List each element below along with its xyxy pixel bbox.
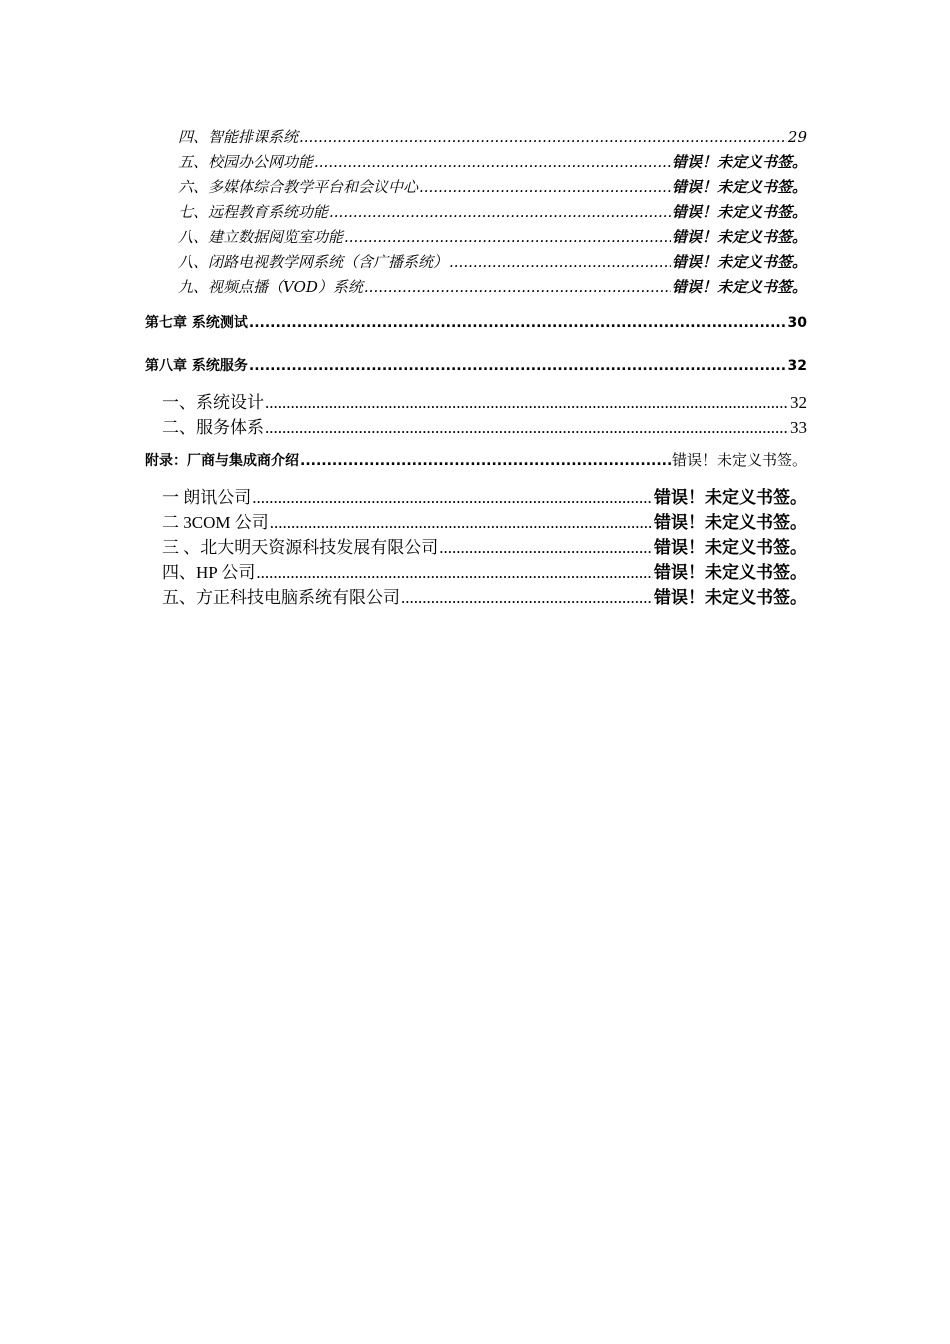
toc-entry[interactable] (178, 201, 807, 222)
dot-leader (439, 538, 653, 557)
dot-leader (401, 588, 653, 607)
toc-entry[interactable] (162, 508, 807, 533)
toc-entry-page: 错误！未定义书签。 (654, 488, 807, 508)
toc-appendix-entry[interactable] (145, 449, 807, 470)
toc-entry-title: 九、视频点播（VOD）系统 (178, 278, 363, 296)
toc-entry-page: 错误！未定义书签。 (671, 178, 807, 196)
toc-entry-page: 29 (787, 128, 807, 146)
toc-entry-page: 错误！未定义书签。 (654, 538, 807, 558)
toc-entry-title: 二 3COM 公司 (162, 513, 269, 532)
toc-entry-page: 错误！未定义书签。 (654, 513, 807, 533)
dot-leader (252, 488, 653, 507)
dot-leader (329, 203, 671, 220)
dot-leader (270, 513, 653, 532)
toc-entry-page: 错误！未定义书签。 (671, 253, 807, 271)
toc-entry-page: 错误！未定义书签。 (671, 278, 807, 296)
toc-entry-title: 八、闭路电视教学网系统（含广播系统） (178, 253, 449, 271)
toc-entry-page: 32 (790, 393, 807, 412)
toc-entry-title: 五、校园办公网功能 (178, 153, 314, 171)
toc-entry-title: 四、智能排课系统 (178, 128, 299, 146)
toc-entry-title: 五、方正科技电脑系统有限公司 (162, 588, 400, 607)
dot-leader (249, 315, 787, 330)
toc-entry[interactable] (178, 151, 807, 172)
dot-leader (419, 178, 671, 195)
toc-entry-page: 错误！未定义书签。 (671, 228, 807, 246)
toc-appendix-page: 错误！未定义书签。 (671, 451, 807, 469)
dot-leader (344, 228, 671, 245)
toc-entry-title: 四、HP 公司 (162, 563, 256, 582)
toc-entry[interactable] (162, 483, 807, 508)
toc-entry[interactable] (162, 413, 807, 438)
dot-leader (256, 563, 653, 582)
dot-leader (299, 128, 787, 145)
toc-entry-page: 错误！未定义书签。 (671, 153, 807, 171)
toc-entry[interactable] (178, 176, 807, 197)
dot-leader (249, 358, 787, 373)
toc-entry[interactable] (162, 558, 807, 583)
toc-entry-page: 错误！未定义书签。 (654, 563, 807, 583)
toc-entry[interactable] (162, 583, 807, 608)
toc-entry-page: 错误！未定义书签。 (671, 203, 807, 221)
toc-chapter-page: 32 (787, 358, 807, 374)
toc-entry-page: 错误！未定义书签。 (654, 588, 807, 608)
toc-entry[interactable] (178, 126, 807, 147)
dot-leader (265, 418, 789, 437)
dot-leader (314, 153, 671, 170)
toc-entry-page: 33 (790, 418, 807, 437)
toc-entry[interactable] (162, 388, 807, 413)
toc-appendix-title: 附录：厂商与集成商介绍 (145, 453, 299, 469)
toc-chapter-title: 第七章 系统测试 (145, 315, 248, 331)
toc-chapter-entry[interactable] (145, 312, 807, 332)
toc-entry[interactable] (178, 276, 807, 297)
toc-entry[interactable] (162, 533, 807, 558)
toc-chapter-entry[interactable] (145, 355, 807, 375)
toc-chapter-page: 30 (787, 315, 807, 331)
toc-entry-title: 一、系统设计 (162, 393, 264, 412)
toc-entry[interactable] (178, 226, 807, 247)
toc-entry-title: 八、建立数据阅览室功能 (178, 228, 344, 246)
dot-leader (300, 453, 671, 468)
toc-entry[interactable] (178, 251, 807, 272)
toc-entry-title: 六、多媒体综合教学平台和会议中心 (178, 178, 419, 196)
toc-entry-title: 二、服务体系 (162, 418, 264, 437)
toc-chapter-title: 第八章 系统服务 (145, 358, 248, 374)
dot-leader (265, 393, 789, 412)
toc-entry-title: 七、远程教育系统功能 (178, 203, 329, 221)
toc-entry-title: 三 、北大明天资源科技发展有限公司 (162, 538, 439, 557)
dot-leader (364, 278, 671, 295)
dot-leader (449, 253, 671, 270)
toc-entry-title: 一 朗讯公司 (162, 488, 252, 507)
